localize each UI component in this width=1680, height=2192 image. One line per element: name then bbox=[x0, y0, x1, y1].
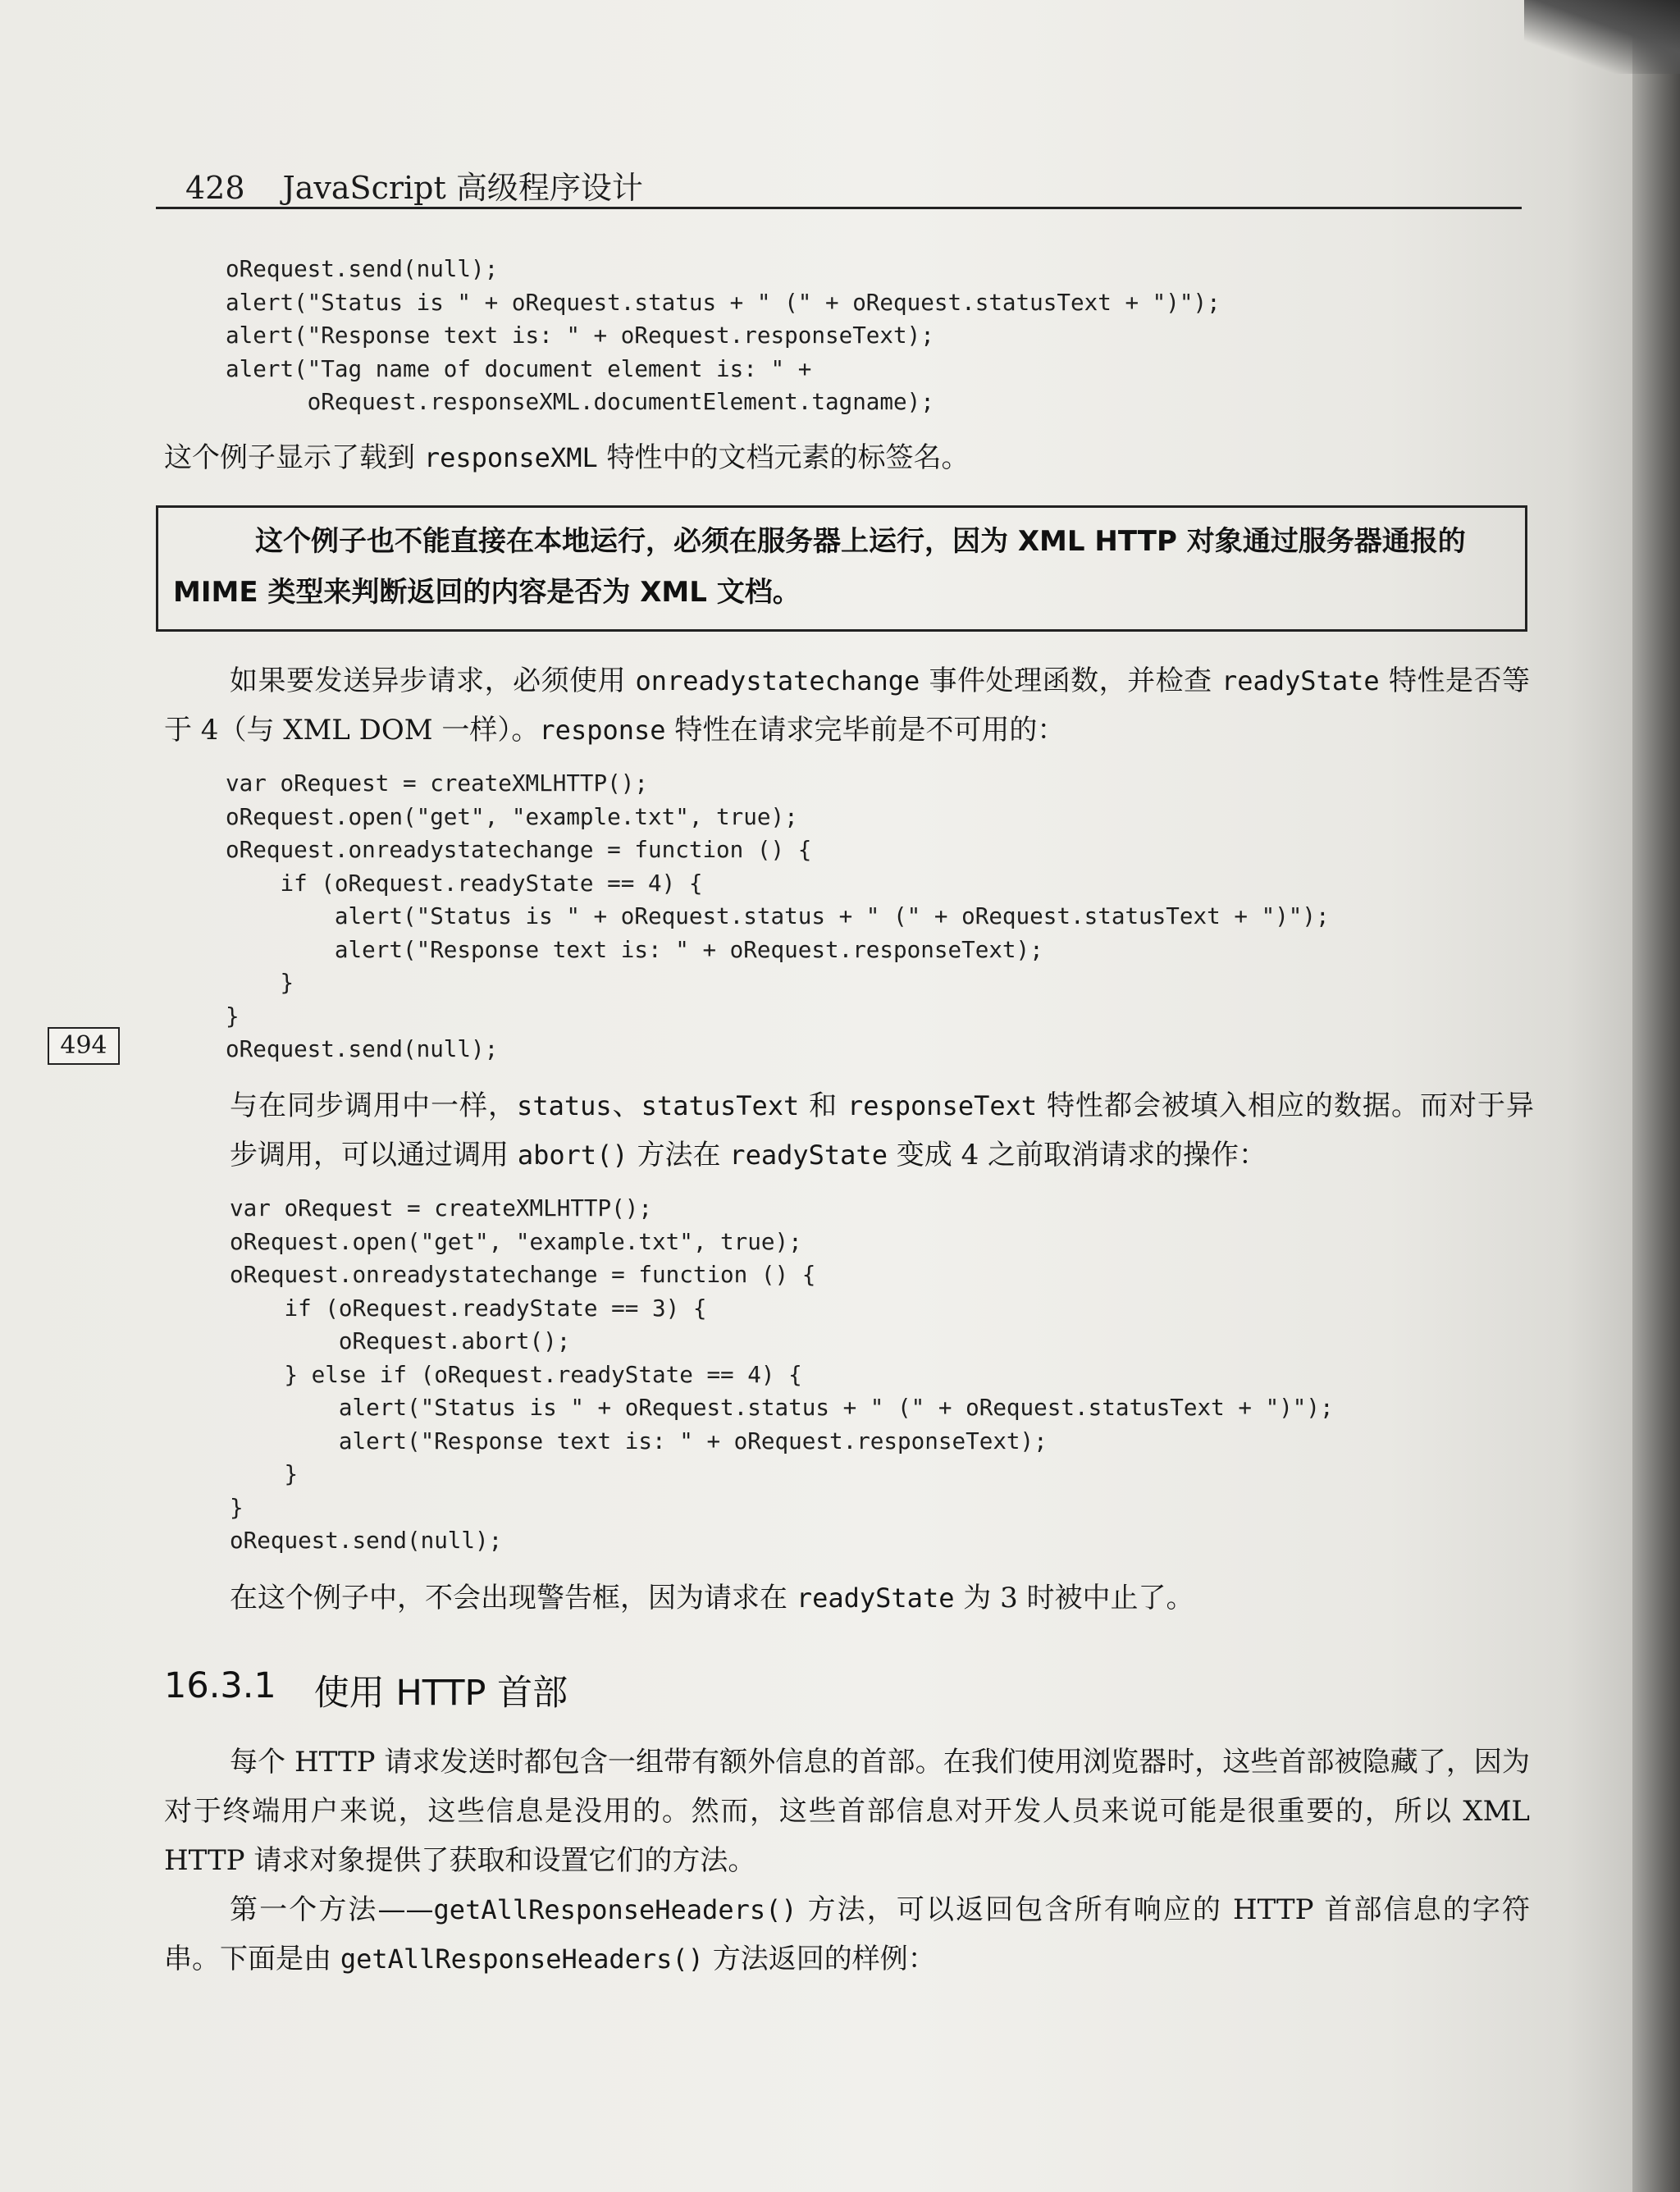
page-number: 428 bbox=[185, 170, 245, 206]
paragraph-5: 每个 HTTP 请求发送时都包含一组带有额外信息的首部。在我们使用浏览器时，这些首部被隐藏了，因为对于终端用户来说，这些信息是没用的。然而，这些首部信息对开发人员来说可能是很重要的，所以 XML HTTP 请求对象提供了获取和设置它们的方法。 bbox=[164, 1746, 1530, 1877]
note-text: 这个例子也不能直接在本地运行，必须在服务器上运行，因为 XML HTTP 对象通过服务器通报的 MIME 类型来判断返回的内容是否为 XML 文档。 bbox=[173, 525, 1466, 609]
margin-page-marker: 494 bbox=[48, 1027, 120, 1065]
header-rule bbox=[156, 207, 1522, 209]
code-block-2: var oRequest = createXMLHTTP(); oRequest.open("get", "example.txt", true); oRequest.onreadystatechange = function () { if (oRequest.readyState == 4) { alert("Status is " + oRequest.status + " (" + oRequest.statusText + ")"); alert("Response text is: " + oRequest.responseText); } } oRequest.send(null); bbox=[226, 769, 1330, 1062]
spine-corner-shadow bbox=[1524, 0, 1680, 74]
book-spine-shadow bbox=[1632, 0, 1680, 2192]
running-header bbox=[185, 162, 643, 207]
section-title: 使用 HTTP 首部 bbox=[313, 1673, 568, 1714]
section-number: 16.3.1 bbox=[164, 1665, 276, 1706]
book-title: JavaScript 高级程序设计 bbox=[282, 170, 643, 206]
paragraph-4: 在这个例子中，不会出现警告框，因为请求在 readyState 为 3 时被中止了。 bbox=[230, 1582, 1194, 1614]
code-block-1: oRequest.send(null); alert("Status is " + oRequest.status + " (" + oRequest.statusText + ")"); alert("Response text is: " + oRequest.responseText); alert("Tag name of document element is: " + oRequest.responseXML.documentElement.tagname); bbox=[226, 255, 1221, 415]
paragraph-2: 如果要发送异步请求，必须使用 onreadystatechange 事件处理函数，并检查 readyState 特性是否等于 4（与 XML DOM 一样）。response 特性在请求完毕前是不可用的： bbox=[164, 664, 1530, 747]
paragraph-3: 与在同步调用中一样，status、statusText 和 responseText 特性都会被填入相应的数据。而对于异步调用，可以通过调用 abort() 方法在 readyState 变成 4 之前取消请求的操作： bbox=[230, 1089, 1535, 1171]
section-heading bbox=[164, 1665, 568, 1715]
paragraph-1: 这个例子显示了载到 responseXML 特性中的文档元素的标签名。 bbox=[164, 441, 970, 474]
code-block-3: var oRequest = createXMLHTTP(); oRequest.open("get", "example.txt", true); oRequest.onreadystatechange = function () { if (oRequest.readyState == 3) { oRequest.abort(); } else if (oRequest.readyState == 4) { alert("Status is " + oRequest.status + " (" + oRequest.statusText + ")"); alert("Response text is: " + oRequest.responseText); } } oRequest.send(null); bbox=[230, 1194, 1334, 1554]
paragraph-6: 第一个方法——getAllResponseHeaders() 方法，可以返回包含所有响应的 HTTP 首部信息的字符串。下面是由 getAllResponseHeaders() 方法返回的样例： bbox=[164, 1893, 1531, 1975]
note-box bbox=[156, 505, 1527, 632]
